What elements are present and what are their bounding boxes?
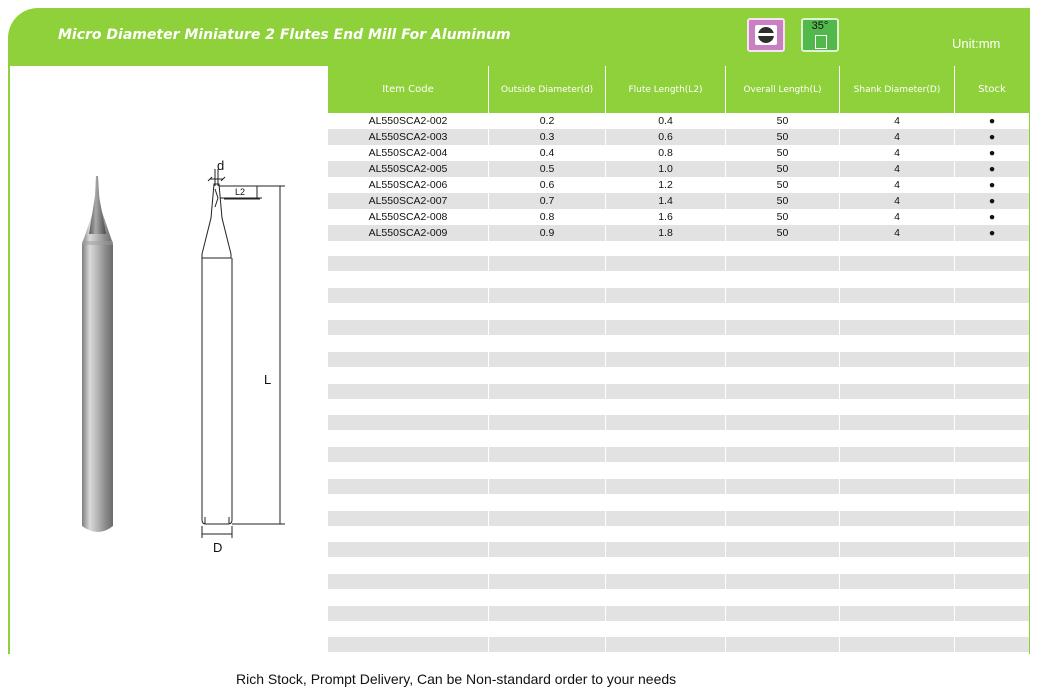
col-stock: Stock: [978, 84, 1006, 95]
cell-flute-length: 1.2: [658, 179, 673, 191]
page-title: Micro Diameter Miniature 2 Flutes End Mill For Aluminum: [58, 27, 511, 43]
shank-diameter-label: D: [213, 540, 223, 555]
flute-length-label: L2: [235, 187, 246, 197]
cell-overall-length: 50: [776, 227, 789, 239]
cell-overall-length: 50: [776, 163, 789, 175]
cell-outside-diameter: 0.6: [539, 179, 555, 191]
cell-item-code: AL550SCA2-008: [368, 211, 448, 223]
cell-shank-diameter: 4: [894, 115, 900, 127]
col-outside-diameter: Outside Diameter(d): [500, 84, 594, 95]
cell-overall-length: 50: [776, 179, 789, 191]
helix-angle-label: 35°: [811, 20, 829, 32]
col-overall-length: Overall Length(L): [743, 84, 822, 95]
cell-stock: ●: [988, 195, 996, 207]
table-row: [328, 193, 1029, 209]
end-mill-technical-drawing: [202, 169, 285, 538]
cell-flute-length: 0.8: [658, 147, 673, 159]
cell-stock: ●: [988, 179, 996, 191]
cell-flute-length: 1.6: [658, 211, 673, 223]
cell-shank-diameter: 4: [894, 131, 900, 143]
cell-item-code: AL550SCA2-005: [368, 163, 448, 175]
cell-outside-diameter: 0.3: [539, 131, 555, 143]
col-item-code: Item Code: [382, 84, 434, 95]
helix-angle-icon: [801, 18, 839, 52]
col-flute-length: Flute Length(L2): [628, 84, 703, 95]
cell-shank-diameter: 4: [894, 179, 900, 191]
cell-stock: ●: [988, 227, 996, 239]
cell-item-code: AL550SCA2-007: [368, 195, 448, 207]
cell-outside-diameter: 0.5: [539, 163, 555, 175]
footer-note: Rich Stock, Prompt Delivery, Can be Non-standard order to your needs: [236, 671, 677, 687]
cell-shank-diameter: 4: [894, 227, 900, 239]
cell-stock: ●: [988, 115, 996, 127]
cell-outside-diameter: 0.7: [539, 195, 555, 207]
cell-overall-length: 50: [776, 131, 789, 143]
table-row: [328, 129, 1029, 145]
cell-overall-length: 50: [776, 195, 789, 207]
table-header: [328, 66, 1029, 113]
cell-item-code: AL550SCA2-006: [368, 179, 448, 191]
cell-overall-length: 50: [776, 211, 789, 223]
table-row: [328, 161, 1029, 177]
cell-shank-diameter: 4: [894, 147, 900, 159]
cell-outside-diameter: 0.8: [539, 211, 555, 223]
unit-label: Unit:mm: [952, 36, 1001, 51]
outside-diameter-label: d: [217, 158, 225, 173]
col-shank-diameter: Shank Diameter(D): [853, 84, 941, 95]
cell-outside-diameter: 0.4: [539, 147, 555, 159]
spec-table: [328, 66, 1029, 654]
cell-stock: ●: [988, 147, 996, 159]
cell-item-code: AL550SCA2-003: [368, 131, 448, 143]
table-row: [328, 177, 1029, 193]
cell-stock: ●: [988, 211, 996, 223]
cell-item-code: AL550SCA2-004: [368, 147, 448, 159]
cell-shank-diameter: 4: [894, 211, 900, 223]
two-flutes-icon: [747, 18, 785, 52]
cell-overall-length: 50: [776, 147, 789, 159]
end-mill-illustration: [10, 66, 330, 654]
cell-item-code: AL550SCA2-009: [368, 227, 448, 239]
overall-length-label: L: [264, 372, 272, 387]
table-row: [328, 225, 1029, 241]
table-row: [328, 113, 1029, 129]
cell-flute-length: 0.4: [658, 115, 673, 127]
table-row: [328, 145, 1029, 161]
cell-outside-diameter: 0.2: [539, 115, 555, 127]
cell-stock: ●: [988, 131, 996, 143]
cell-flute-length: 1.8: [658, 227, 673, 239]
cell-item-code: AL550SCA2-002: [368, 115, 448, 127]
cell-flute-length: 1.4: [658, 195, 673, 207]
cell-flute-length: 1.0: [658, 163, 673, 175]
end-mill-photo: [82, 176, 113, 532]
table-row: [328, 209, 1029, 225]
cell-overall-length: 50: [776, 115, 789, 127]
cell-stock: ●: [988, 163, 996, 175]
cell-shank-diameter: 4: [894, 163, 900, 175]
cell-flute-length: 0.6: [658, 131, 673, 143]
product-illustration-panel: [10, 66, 330, 654]
cell-shank-diameter: 4: [894, 195, 900, 207]
cell-outside-diameter: 0.9: [539, 227, 555, 239]
